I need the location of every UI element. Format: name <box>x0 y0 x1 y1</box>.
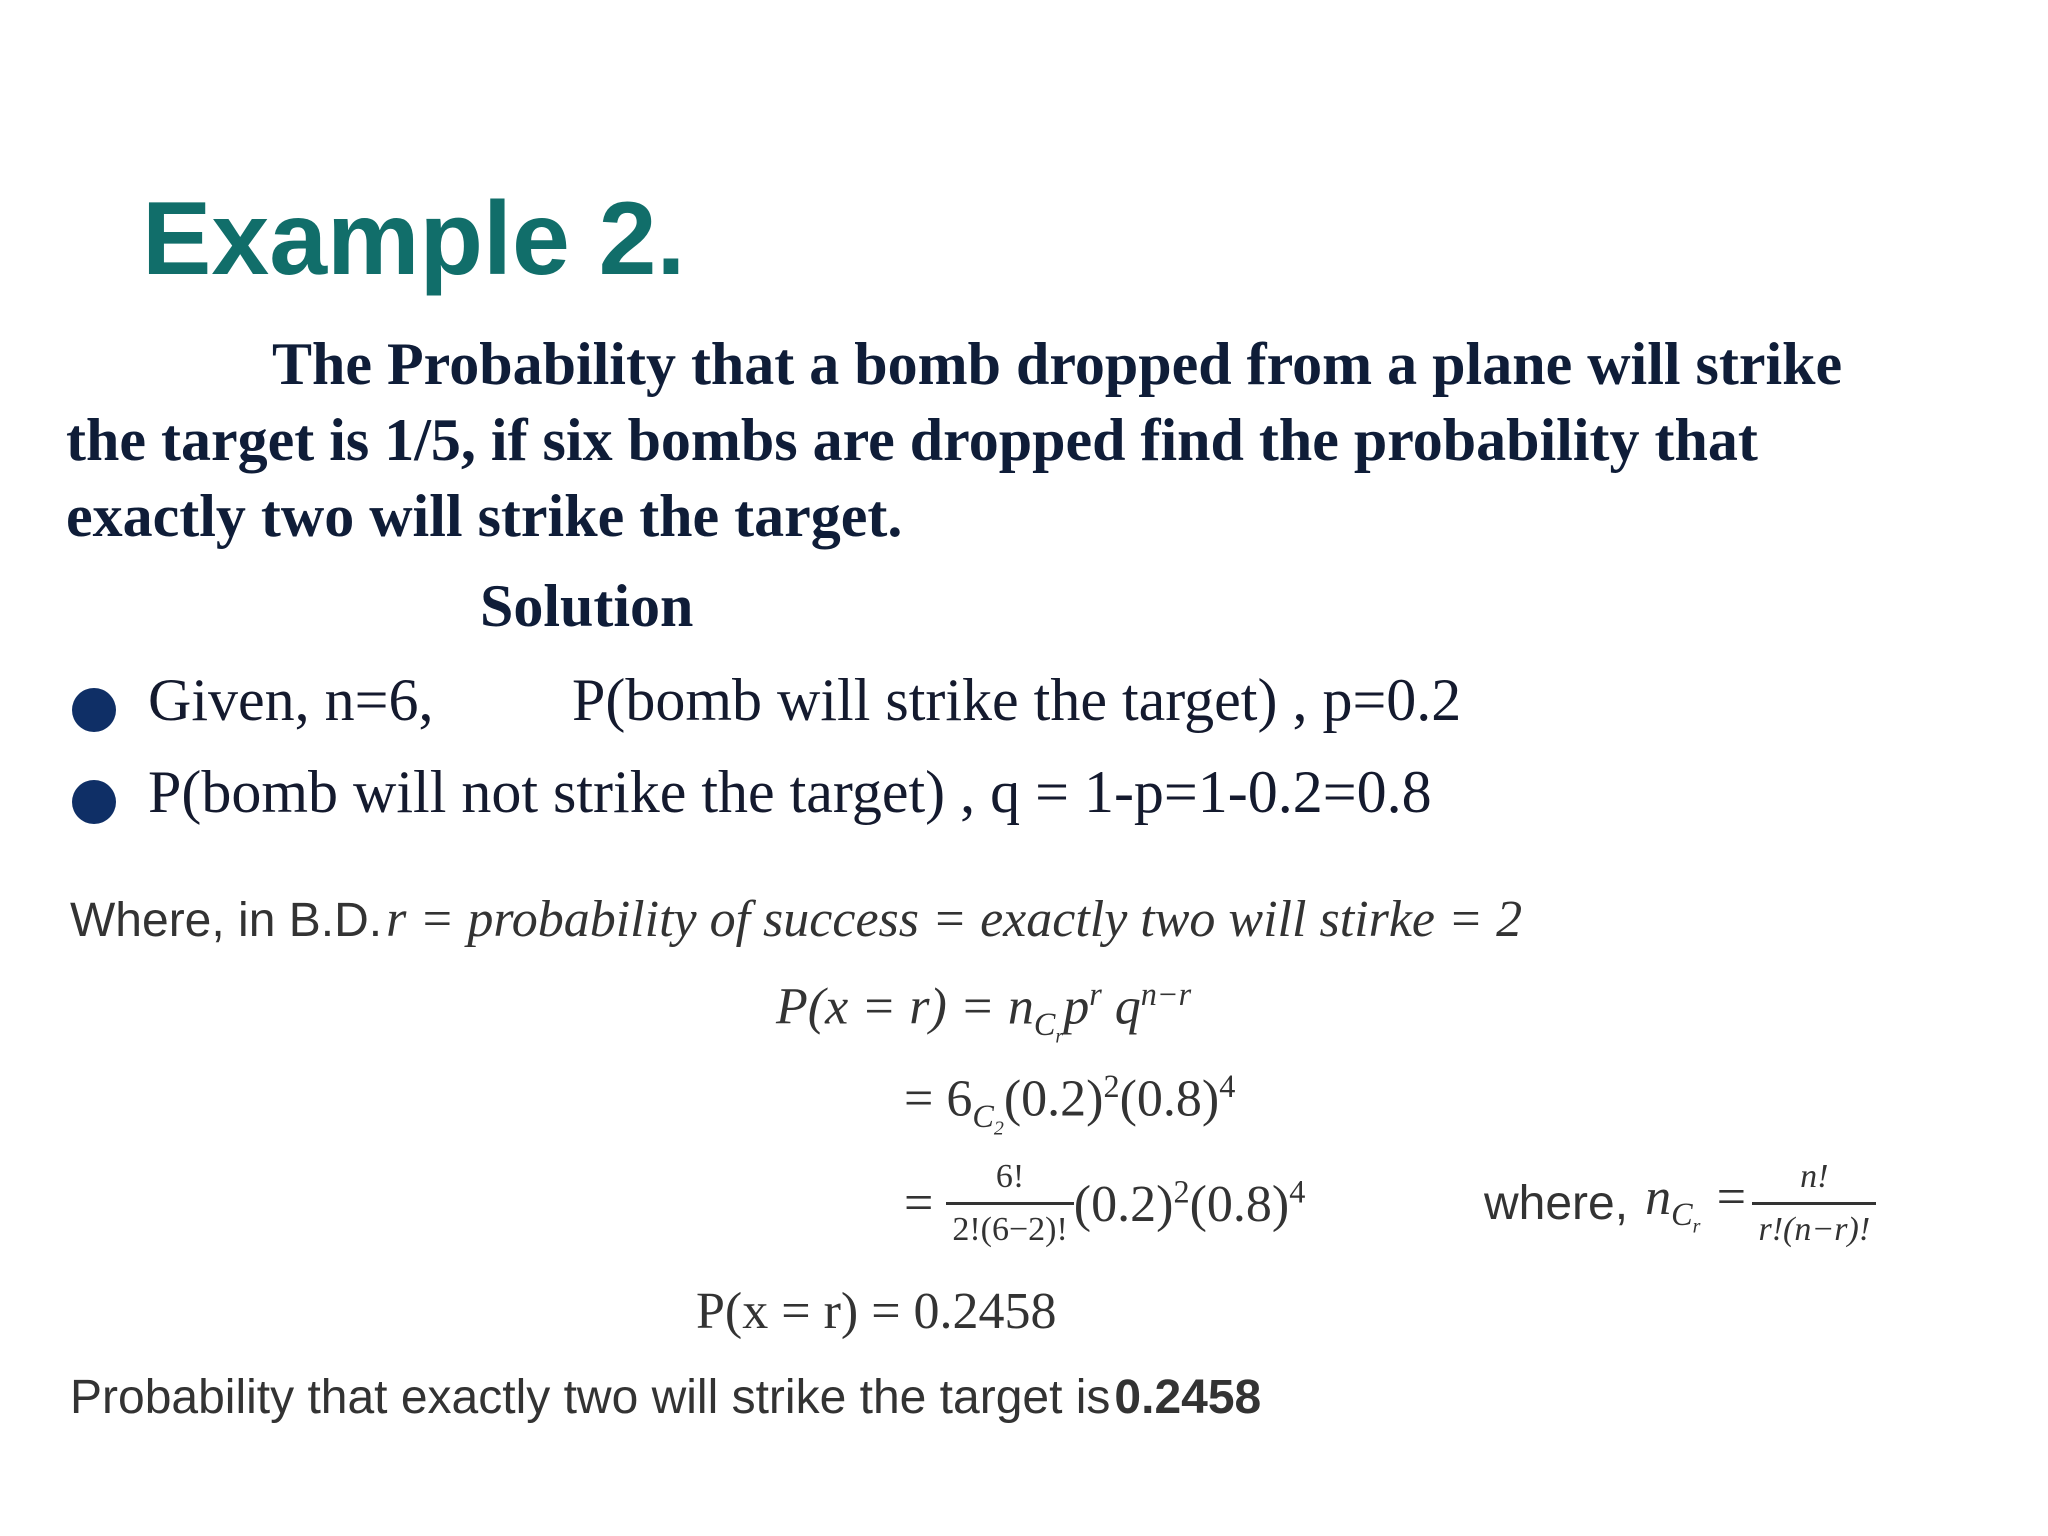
problem-line-3: exactly two will strike the target. <box>66 483 903 549</box>
problem-line-1: The Probability that a bomb dropped from a plane will strike <box>272 331 1843 397</box>
factorial-step: = $\frac{6!}{2!(6-2)!}$ $(0.2)^2(0.8)^4$ <box>904 1158 1306 1248</box>
slide-title: Example 2. <box>142 181 686 297</box>
result-line: P(x = r) = 0.2458 <box>696 1283 1057 1340</box>
problem-line-2: the target is 1/5, if six bombs are dropped find the probability that <box>66 407 1758 473</box>
conclusion-text: Probability that exactly two will strike the target is <box>70 1371 1111 1424</box>
factorial-fraction: $\frac{6!}{2!(6-2)!}$ <box>946 1158 1073 1249</box>
conclusion <box>70 1370 1261 1425</box>
bullet-dot-icon <box>72 688 116 732</box>
substitution-step: = $6_{C_2}(0.2)^2(0.8)^4$ <box>904 1068 1236 1140</box>
ncr-definition: where, $n_{C_r}$ = $\frac{n!}{r!(n-r)!}$ <box>1484 1158 1876 1249</box>
bullet-dot-icon <box>72 780 116 824</box>
binomial-formula: $P(x = r) = n_{C_r}p^r$ $q^{n-r}$ <box>776 976 1192 1048</box>
given-n: Given, n=6, <box>148 667 434 733</box>
given-p: P(bomb will strike the target) , p=0.2 <box>572 667 1462 733</box>
given-q: P(bomb will not strike the target) , q = 1-p=1-0.2=0.8 <box>148 759 1432 825</box>
conclusion-value: 0.2458 <box>1114 1371 1262 1424</box>
where-line <box>70 890 1522 949</box>
where-expression: r = probability of success = exactly two will stirke = 2 <box>386 891 1523 948</box>
ncr-fraction: $\frac{n!}{r!(n-r)!}$ <box>1752 1158 1876 1249</box>
solution-heading: Solution <box>480 573 694 639</box>
where-prefix: Where, in B.D. <box>70 894 383 947</box>
